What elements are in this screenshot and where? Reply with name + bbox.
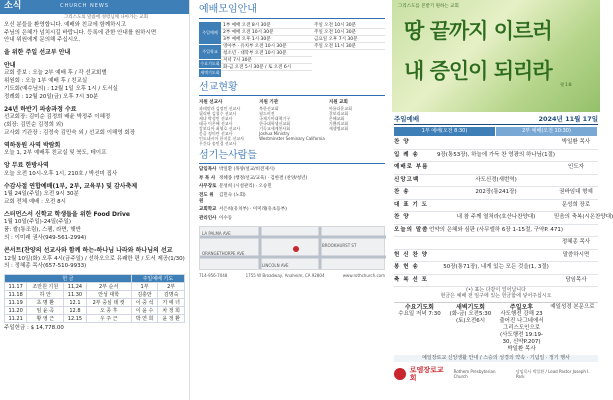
offering-row <box>5 299 185 307</box>
news-line: 정례회 : 12월 20일(금) 오후 7시 30분 <box>4 93 99 100</box>
news-heading: 앙 무료 한방사역 <box>4 162 49 170</box>
service-row <box>394 262 598 275</box>
map-street-label: ORANGETHORPE AVE <box>202 250 245 256</box>
offering-total <box>4 325 185 332</box>
staff-role: 부 목 사 <box>199 175 216 181</box>
offering-cell: 안성 대학 <box>86 291 131 299</box>
intro-line: 안내 위원에게 문의해 주십시오. <box>4 37 81 44</box>
service-item-value: 사도신경(새번역) <box>475 176 517 183</box>
worship-title: 예배모임안내 <box>199 4 385 19</box>
church-marker-icon <box>293 246 299 252</box>
church-name: 로뎀장로교회 <box>409 365 444 383</box>
service-item-leader: 믿음의 축복(시온찬양대) <box>554 214 613 221</box>
offering-cell: 12.15 <box>64 315 86 323</box>
address-text: 1755 W Broadway, Anaheim, CA 92804 <box>245 272 325 278</box>
news-heading: 안내 <box>4 61 16 69</box>
offering-cell: 우 주 근 <box>86 315 131 323</box>
offering-cell: 11,24 <box>64 283 86 291</box>
map-street-label: LINCOLN AVE <box>262 262 289 268</box>
news-heading: 역하동원 사역 박람회 <box>4 141 61 149</box>
ministry-item: 새생명교회 <box>328 125 349 131</box>
tab-second-service[interactable]: 2부 예배(오전 10:30) <box>496 127 597 136</box>
hero-banner <box>392 0 600 112</box>
service-row <box>394 225 598 238</box>
schedule-row: 3부 예배 오후 1시 30분 <box>221 36 312 43</box>
news-line: 교회 중보 : 오늘 2부 예배 후 / 각 선교회별 <box>4 70 107 77</box>
ministry-item: 케냐 박성민 선교사 <box>199 115 233 121</box>
service-item-label: 찬 양 <box>394 139 410 146</box>
ministry-item: 필리핀 김철수 선교사 <box>199 110 237 116</box>
staff-role: 교회학교 <box>199 207 217 213</box>
offering-cell: 2부 <box>158 283 185 291</box>
bottom-col-head: 주일오후 <box>509 303 534 311</box>
offering-table <box>4 274 185 323</box>
schedule-row: 1부 예배 오전 8시 30분 <box>221 22 312 29</box>
hero-verse: 행 1:8 <box>560 82 572 87</box>
bottom-col <box>496 303 547 354</box>
staff-row <box>199 216 385 222</box>
offering-cell: 기 에 녀 <box>158 299 185 307</box>
offering-cell: 김명숙 <box>158 291 185 299</box>
ministry-item: 캄보디아 최영호 선교사 <box>199 125 241 131</box>
offering-cell: 조만원 기원 <box>27 283 64 291</box>
edu-row: 주일 오전 11시 30분 <box>312 43 385 50</box>
offering-cell: 11.17 <box>5 283 27 291</box>
news-title: 소식 <box>4 1 22 11</box>
news-line: 1월 10일(주일)-24일(주일) <box>4 219 72 226</box>
service-row <box>394 187 598 200</box>
service-item-label: 찬 양 <box>394 214 410 221</box>
offering-row <box>5 315 185 323</box>
order-of-service <box>394 137 613 287</box>
bottom-bar: 예일장로교 신앙생활 안내 / 스승의 성경의 약속 · 기념일 · 정기 행사 <box>394 355 598 361</box>
news-line: 교사회 기관장 : 김정숙 김민숙 외 / 선교회 이해영 회장 <box>4 130 136 136</box>
offering-cell: 11.19 <box>5 299 27 307</box>
news-line: 교회 전체 예배 : 오전 8시 <box>4 199 66 205</box>
schedule-label: 주일예배 <box>199 22 221 44</box>
ministry-item: 우간다 송민경 선교사 <box>199 140 237 146</box>
ministry-item: 은혜교회 <box>328 115 345 121</box>
staff-name: 문성희 (시설관리) · 오승민 <box>219 184 272 190</box>
hero-text-1: 땅 끝까지 이르러 <box>404 19 552 43</box>
service-item-label: 오늘의 말씀 <box>394 226 429 233</box>
staff-role: 사무장로 <box>199 184 217 190</box>
offering-header: 헌 금 <box>5 275 132 283</box>
news-line: 선교회장: 김미순 김정희 배윤 박정주 이혜정 <box>4 114 111 121</box>
staff-row <box>199 176 385 182</box>
schedule-label: 수요기도회 <box>200 60 220 66</box>
offering-cell: 2부 순서 <box>86 283 131 291</box>
offering-cell: 초 명 환 <box>27 299 64 307</box>
bottom-col-head: 수요기도회 <box>405 303 434 311</box>
location-map[interactable] <box>199 226 385 270</box>
bottom-col <box>445 303 496 354</box>
schedule-row: 저녁 7시 30분 <box>221 57 312 64</box>
staff-row <box>199 207 385 213</box>
church-emblem-icon <box>394 368 406 380</box>
ministry-item: Westminster Seminary California <box>259 135 325 141</box>
bottom-col-line: 사도행전 강해 23 <box>500 311 543 318</box>
service-item-leader: 말씀하시면 <box>562 251 590 258</box>
staff-name: 정혜종 (행정/선교/교육) · 김한결 (찬양/청년) <box>219 175 308 181</box>
service-row <box>394 137 598 150</box>
bottom-col <box>394 303 445 354</box>
edu-row: 금요일 오후 7시 30분 <box>312 36 385 43</box>
info-column <box>196 0 388 400</box>
offering-cell: 황 영 근 <box>27 315 64 323</box>
ministry-item: 한국대학생선교회 <box>259 120 291 126</box>
staff-title: 섬기는사람들 <box>199 150 385 165</box>
news-line: 오늘 1, 2부 예배후 친교실 및 북도, 테이프 <box>4 150 107 157</box>
service-row <box>394 175 598 188</box>
intro-line: 오신 분들을 환영합니다. 예배와 친교에 함께하시고 <box>4 21 127 28</box>
edu-row: 주일 오전 10시 30분 <box>312 22 385 29</box>
bottom-col-line: 출어진 나그네에서 그리스도인으로 <box>499 318 544 331</box>
news-banner-en: CHURCH NEWS <box>60 3 109 9</box>
ministry-item: 월드비전 <box>259 110 275 116</box>
ministry-column <box>259 98 325 146</box>
ministry-column <box>199 98 255 146</box>
ministry-item: Joshua Ministry <box>259 130 290 136</box>
ministry-item: 몽골 정미란 선교사 <box>199 130 233 136</box>
map-graphic <box>200 227 386 269</box>
ministry-item: 과테말라 김정민 선교사 <box>199 105 241 111</box>
schedule-label: 새벽기도회 <box>200 69 220 75</box>
news-line: (회장: 김민순 김정희 외) <box>4 122 64 129</box>
news-line: 12월 10일(화) 오후 4시(금주일) / 선하오으로 유쾌한 편 / 도서 제공(1/30) <box>4 255 185 262</box>
hero-tagline: 그리스도를 본받기 원하는 교회 <box>398 4 459 9</box>
ministry-subhead: 지원 선교사 <box>199 100 223 105</box>
schedule-row: 청소년 · 대학부 오전 10시 30분 <box>221 50 312 57</box>
service-item-value: 언약의 은혜와 심판 (사무엘하 6장 1-15절, 구약P. 471) <box>429 226 563 233</box>
service-item-value: 내 참 주께 열처라(호산나찬양대) <box>456 214 536 221</box>
offering-cell: 김충만 <box>131 291 158 299</box>
website-link[interactable]: www.rothchurch.com <box>342 272 385 278</box>
ministry-item: 태국 이은혜 선교사 <box>199 120 233 126</box>
staff-row <box>199 184 385 190</box>
service-item-leader: 박일환 목사 <box>561 139 591 146</box>
week-title: 주일예배 <box>394 115 420 123</box>
ministry-item: 인도네시아 한지훈 선교사 <box>199 135 245 141</box>
worship-schedule <box>199 22 385 78</box>
service-item-leader: 정혜종 목사 <box>561 239 591 246</box>
service-row <box>394 150 598 163</box>
ministry-item: 기독교세계봉사회 <box>259 125 291 131</box>
edu-rows <box>312 22 385 78</box>
schedule-labels <box>199 22 221 78</box>
bottom-col-line: 박일환 목사 <box>507 345 536 352</box>
offering-cell: 11.21 <box>5 315 27 323</box>
service-row <box>394 275 598 288</box>
lead-pastor: 담임목사 박일환 / Lead Pastor Joseph I. Park <box>515 369 590 380</box>
staff-name: 이수동 <box>219 215 233 221</box>
offering-row <box>5 291 185 299</box>
news-subtitle: 그리스도의 말씀에 성령님께 나아가는 교회 <box>64 15 148 20</box>
ministry-item: 국제기아대책기구 <box>259 115 291 121</box>
ministry-item: 북한선교회 <box>259 105 279 111</box>
news-line: 품: 쌀(통조림), 스팸, 라면, 햇반 <box>4 227 81 234</box>
service-row <box>394 200 598 213</box>
service-row <box>394 212 613 225</box>
bottom-col-line: (사도행전 19:19-30, 신약P.207) <box>500 331 543 345</box>
service-row <box>394 162 598 175</box>
map-street-label: LA PALMA AVE <box>202 230 231 236</box>
edu-row: 주일 오전 10시 30분 <box>312 29 385 36</box>
service-item-label: 찬 송 <box>394 189 410 196</box>
news-heading: 스터먼스서 신학교 학생들을 위한 Food Drive <box>4 210 130 218</box>
schedule-row: 화-금 오전 5시 30분 / 토 오전 6시 <box>221 64 312 71</box>
hero-text-2: 내 증인이 되리라 <box>404 59 552 83</box>
staff-role: 관리인사 <box>199 215 217 221</box>
service-item-label: 헌 신 찬 양 <box>394 251 428 258</box>
intro-line: 주님의 은혜가 넘치시길 바랍니다. 등록에 관한 안내를 원하시면 <box>4 29 157 36</box>
offering-note: 현금은 예배 전 임구에 있는 헌금함에 넣어주십시오 <box>440 293 552 300</box>
news-intro <box>4 22 185 45</box>
news-heading: 24년 하반기 파송과정 수료 <box>4 105 77 113</box>
schedule-label: 주일학교 <box>199 45 221 59</box>
contact-footer <box>199 273 385 278</box>
worship-column <box>392 0 613 400</box>
news-banner <box>0 0 189 14</box>
week-date: 2024년 11월 17일 <box>538 115 598 123</box>
schedule-row: 영아부 · 유치부 오전 10시 30분 <box>221 43 312 50</box>
offering-cell: 2부 중심 데 컷 <box>86 299 131 307</box>
service-item-value: 9장(통53장), 하늘에 가득 찬 영광의 하나님(1절) <box>436 151 556 158</box>
staff-list <box>199 167 385 221</box>
ministry-subhead: 지원 교회 <box>328 100 348 105</box>
ministry-column <box>329 98 385 146</box>
service-item-value: 202장(통241장) <box>475 189 517 196</box>
offering-cell: 임 윤 곡 <box>27 307 64 315</box>
service-item-leader: 담임목사 <box>565 276 587 283</box>
ministry-item: 기쁨의교회 <box>328 120 349 126</box>
news-heading: 을 위한 주일 선교부 안내 <box>4 49 71 57</box>
offering-cell: 11.18 <box>5 291 27 299</box>
news-line: 의 : 이미래 권사(949-561-2994) <box>4 235 87 242</box>
ministry-title: 선교현황 <box>199 82 385 97</box>
bottom-info <box>394 302 598 354</box>
map-street-label: BROOKHURST ST <box>322 242 357 248</box>
service-item-leader: 인도자 <box>568 164 584 171</box>
offering-cell: 11.20 <box>5 307 27 315</box>
week-header <box>394 115 598 125</box>
ministry-item: 갈보리교회 <box>328 110 349 116</box>
service-item-label: 신앙고백 <box>394 176 420 183</box>
offering-cell: 11.30 <box>64 291 86 299</box>
church-logo <box>394 366 598 384</box>
news-heading: 콘서트(찬양의 선교사와 함께 하는-하나님 나라와 하나님의 선교 <box>4 247 173 254</box>
standing-note: (•) 표는 다같이 일어납니다 <box>466 287 526 294</box>
staff-role: 전도 위 원 <box>199 193 214 204</box>
offering-cell: 12.1 <box>64 299 86 307</box>
offering-row <box>5 283 185 291</box>
bottom-col-head: 새벽기도회 <box>456 303 485 311</box>
tab-first-service[interactable]: 1부 예배(오전 8:30) <box>394 127 495 136</box>
staff-name: 박일환 (목양/설교/비전제시) <box>219 167 275 173</box>
staff-role: 담임목사 <box>199 167 217 173</box>
offering-cell: 이 중 석 <box>131 299 158 307</box>
service-row <box>394 250 598 263</box>
bottom-col-line: 예일성경 본문으로 <box>550 303 595 310</box>
news-line: 1월 24일(주일) 오전 9시 30분 <box>4 191 79 198</box>
offering-cell: 오 종 후 <box>86 307 131 315</box>
service-item-label: 입 례 송 <box>394 151 419 158</box>
bottom-col-line: (화-금) 오전5:30 (토)오전6시 <box>449 311 492 324</box>
service-item-leader: 문성희 장로 <box>561 201 591 208</box>
offering-cell: 12.8 <box>64 307 86 315</box>
church-name-en: Rothem Presbyterian Church <box>453 369 496 380</box>
staff-name: 서은희(유치부) · 이미래(유초등부) <box>219 207 287 213</box>
offering-cell: 박 연 희 <box>131 315 158 323</box>
offering-cell: 이 윤 수 <box>131 307 158 315</box>
offering-cell: 하 안 <box>27 291 64 299</box>
ministry-list <box>199 98 385 146</box>
ministry-subhead: 지원 기관 <box>259 100 279 105</box>
schedule-row: 2부 예배 오전 10시 30분 <box>221 29 312 36</box>
service-item-label: 축 복 선 포 <box>394 276 428 283</box>
bottom-col <box>547 303 598 354</box>
service-item-leader: 권바임대 형예 <box>559 189 593 196</box>
duty-header: 주일예배 기도 <box>131 275 184 283</box>
phone-text: 714-956-7048 <box>199 272 228 278</box>
ministry-item: 아름다운교회 <box>328 105 353 111</box>
news-line: 기도회(예수님의) : 12월 1일 오후 1시 / 도서실 <box>4 86 118 92</box>
service-item-label: 봉 헌 송 <box>394 264 419 271</box>
offering-row <box>5 307 185 315</box>
news-line: 위원회 : 오늘 1부 예배 후 / 친교실 <box>4 78 88 85</box>
service-tabs <box>394 127 598 136</box>
staff-row <box>199 193 385 204</box>
staff-row <box>199 167 385 173</box>
news-list <box>4 49 185 270</box>
offering-cell: 차 정 희 <box>158 307 185 315</box>
bottom-col-line: 수요일 저녁 7:30 <box>398 311 441 318</box>
schedule-rows <box>221 22 312 78</box>
service-item-label: 대 표 기 도 <box>394 201 428 208</box>
offering-cell: 1부 <box>131 283 158 291</box>
news-heading: 수감사절 연합예배(1부, 2부, 교육부) 및 감사축제 <box>4 182 138 190</box>
news-column <box>0 0 190 400</box>
offering-total-label: 주일헌금 : <box>4 325 31 332</box>
offering-total-value: $ 14,778.00 <box>30 325 64 332</box>
staff-name: 김민숙 (노회) <box>219 193 246 198</box>
service-item-value: 50장(통71장), 내게 있는 모든 것을(1, 3절) <box>443 264 549 271</box>
service-item-label: 예배로 부름 <box>394 164 429 171</box>
offering-cell: 윤 정 환 <box>158 315 185 323</box>
service-row <box>394 237 598 250</box>
news-line: 의 : 정혜종 목사(657-510-9933) <box>4 263 87 270</box>
news-line: 오늘 오전 10시-오후 1시, 210호 / 박선미 집사 <box>4 170 118 177</box>
